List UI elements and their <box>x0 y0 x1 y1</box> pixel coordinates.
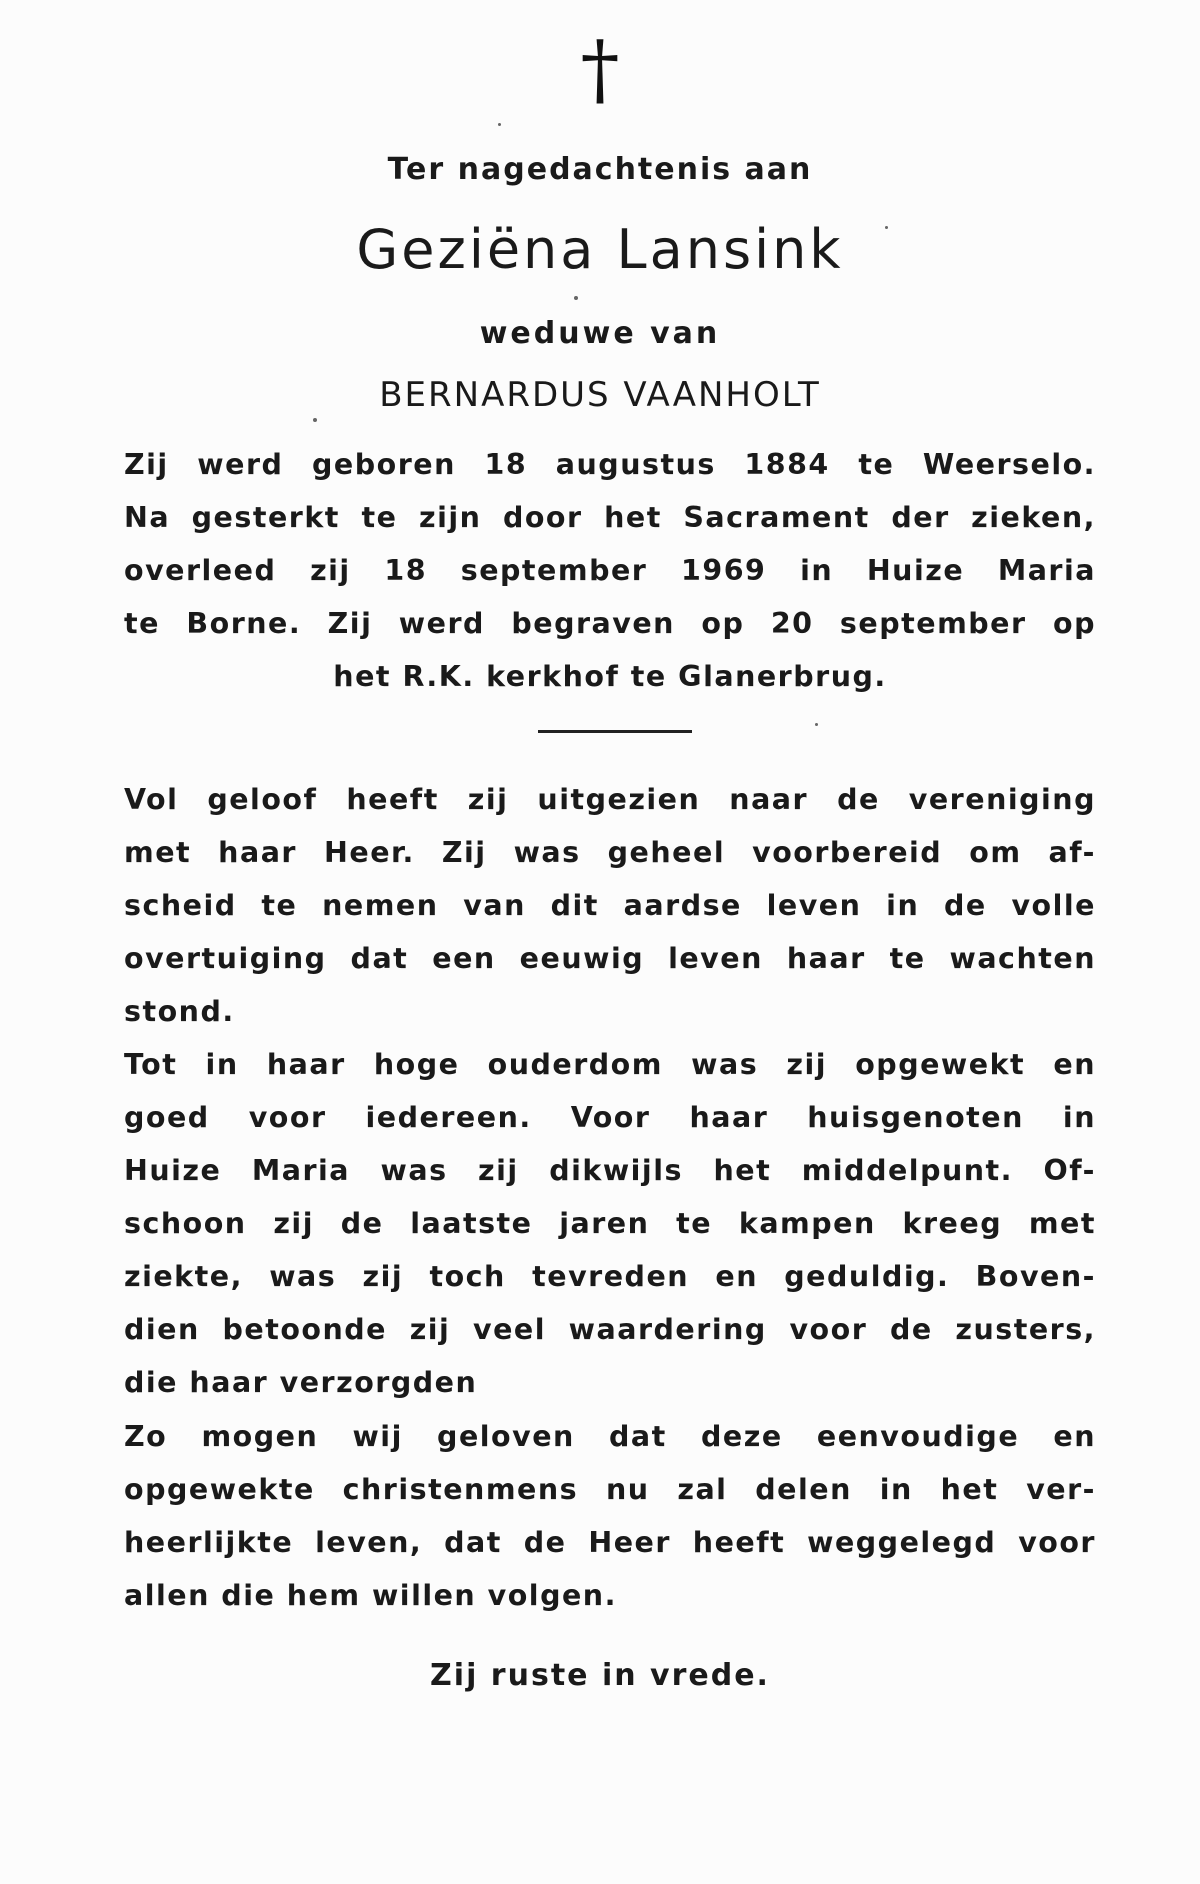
paragraph-line: ziekte, was zij toch tevreden en geduldig. Boven- <box>124 1260 1096 1293</box>
paragraph-line: met haar Heer. Zij was geheel voorbereid om af- <box>124 836 1096 869</box>
deceased-name: Geziëna Lansink <box>356 218 844 281</box>
paragraph-faith <box>124 773 1096 1038</box>
paragraph-old-age <box>124 1038 1096 1409</box>
widow-of-text: weduwe van <box>479 316 721 351</box>
paragraph-line: Vol geloof heeft zij uitgezien naar de vereniging <box>124 783 1096 816</box>
paragraph-line: stond. <box>124 995 235 1028</box>
paragraph-line: overtuiging dat een eeuwig leven haar te wachten <box>124 942 1096 975</box>
husband-name: BERNARDUS VAANHOLT <box>379 375 821 415</box>
scan-speck <box>885 226 888 229</box>
paragraph-line: dien betoonde zij veel waardering voor de zusters, <box>124 1313 1096 1346</box>
bio-line: Zij werd geboren 18 augustus 1884 te Weerselo. <box>124 448 1096 481</box>
paragraph-line: die haar verzorgden <box>124 1366 478 1399</box>
intro-text: Ter nagedachtenis aan <box>387 152 813 187</box>
bio-line: te Borne. Zij werd begraven op 20 september op <box>124 607 1096 640</box>
paragraph-line: heerlijkte leven, dat de Heer heeft weggelegd voor <box>124 1526 1096 1559</box>
scan-speck <box>815 723 818 726</box>
scan-speck <box>313 418 317 422</box>
paragraph-line: goed voor iedereen. Voor haar huisgenoten in <box>124 1101 1096 1134</box>
bio-line: het R.K. kerkhof te Glanerbrug. <box>333 660 887 693</box>
paragraph-belief <box>124 1410 1096 1622</box>
divider <box>538 730 692 733</box>
paragraph-line: allen die hem willen volgen. <box>124 1579 617 1612</box>
closing-text: Zij ruste in vrede. <box>430 1658 770 1693</box>
cross-icon: † <box>580 25 620 115</box>
biography <box>124 438 1096 703</box>
paragraph-line: Huize Maria was zij dikwijls het middelpunt. Of- <box>124 1154 1096 1187</box>
paragraph-line: Tot in haar hoge ouderdom was zij opgewekt en <box>124 1048 1096 1081</box>
bio-line: overleed zij 18 september 1969 in Huize Maria <box>124 554 1096 587</box>
bio-line: Na gesterkt te zijn door het Sacrament der zieken, <box>124 501 1096 534</box>
paragraph-line: Zo mogen wij geloven dat deze eenvoudige en <box>124 1420 1096 1453</box>
scan-speck <box>498 123 501 126</box>
paragraph-line: opgewekte christenmens nu zal delen in het ver- <box>124 1473 1096 1506</box>
paragraph-line: schoon zij de laatste jaren te kampen kreeg met <box>124 1207 1096 1240</box>
scan-speck <box>574 296 578 300</box>
paragraph-line: scheid te nemen van dit aardse leven in de volle <box>124 889 1096 922</box>
